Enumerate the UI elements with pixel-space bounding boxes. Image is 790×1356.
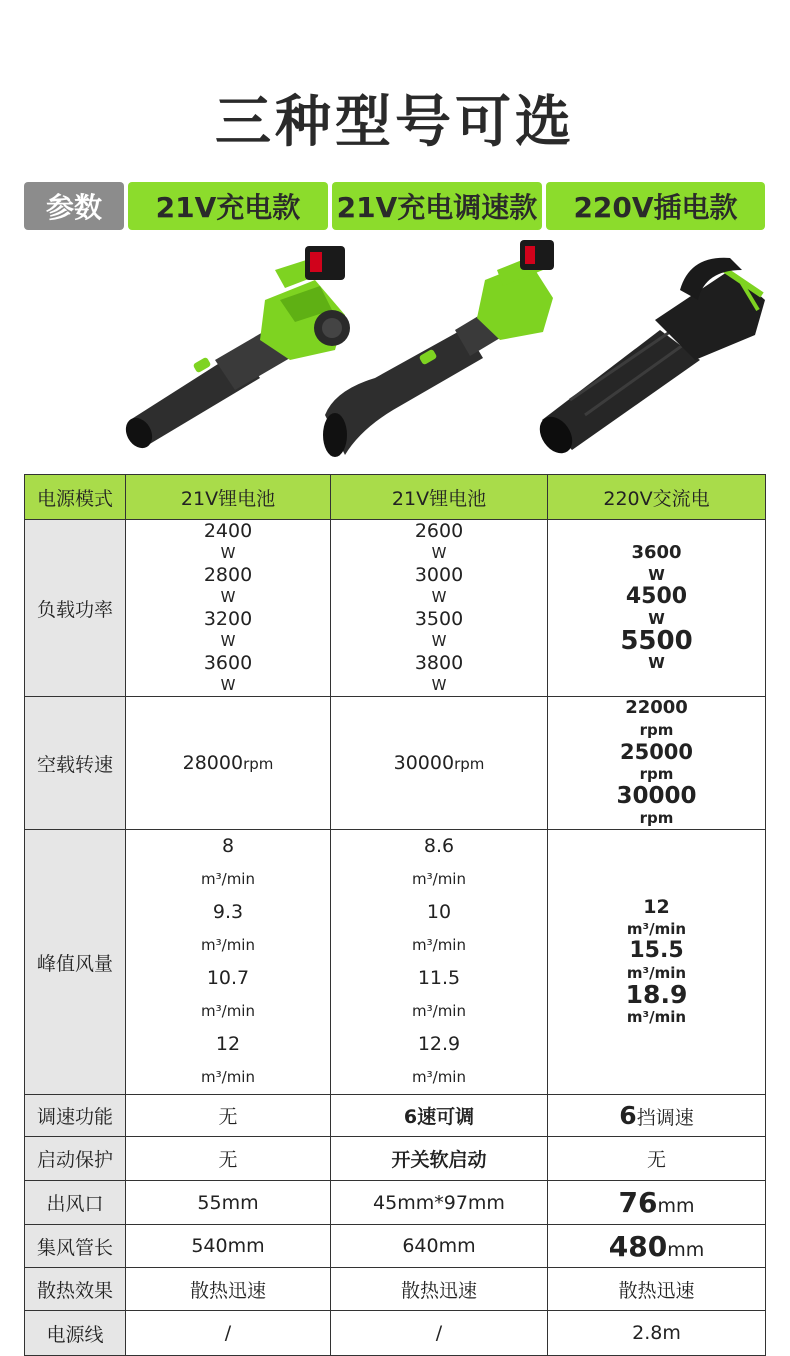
- value-line: [631, 542, 681, 586]
- value-line: [620, 626, 693, 674]
- value-line: [204, 608, 252, 652]
- cell-cooling-2: 散热迅速: [331, 1268, 548, 1311]
- value-number: 15.5: [629, 938, 684, 963]
- value-unit: m³/min: [412, 936, 466, 954]
- value-number: 22000: [625, 697, 688, 718]
- value-line: [620, 741, 693, 785]
- value-line: [415, 564, 463, 608]
- value-unit: m³/min: [201, 936, 255, 954]
- row-label-power-mode: 电源模式: [25, 475, 126, 520]
- product-images: [0, 240, 790, 460]
- value-unit: m³/min: [201, 870, 255, 888]
- value-line: [204, 520, 252, 564]
- cell-outlet-1: 55mm: [126, 1181, 331, 1225]
- cell-start-protect-1: 无: [126, 1137, 331, 1181]
- cell-power-mode-3: 220V交流电: [548, 475, 766, 520]
- value-number: 25000: [619, 740, 694, 764]
- value-unit: m³/min: [201, 1068, 255, 1086]
- value-unit: m³/min: [626, 964, 687, 982]
- value-line: [625, 697, 688, 741]
- value-line: [625, 980, 688, 1028]
- row-label-outlet: 出风口: [25, 1181, 126, 1225]
- row-label-tube-length: 集风管长: [25, 1225, 126, 1268]
- cell-speed-1: 28000rpm: [126, 697, 331, 830]
- value-unit: rpm: [639, 721, 674, 739]
- value-line: [412, 962, 466, 1028]
- value-unit: W: [431, 544, 447, 562]
- value-number: 4500: [625, 584, 688, 609]
- value-line: [201, 896, 255, 962]
- value-unit: W: [220, 632, 236, 650]
- cell-speed-control-2: 6速可调: [331, 1095, 548, 1137]
- cell-load-power-3: [548, 520, 766, 697]
- table-row: [25, 1181, 766, 1225]
- cell-speed-2: 30000rpm: [331, 697, 548, 830]
- cell-load-power-2: [331, 520, 548, 697]
- table-row: [25, 520, 766, 697]
- value-number: 9.3: [212, 901, 244, 923]
- value-number: 3200: [203, 608, 253, 630]
- value-unit: rpm: [639, 809, 674, 827]
- table-row: [25, 1268, 766, 1311]
- value-number: 2600: [414, 520, 464, 542]
- value-number: 3500: [414, 608, 464, 630]
- value-number: 8: [221, 835, 235, 857]
- value-number: 12: [643, 896, 670, 918]
- value-unit: W: [648, 610, 665, 628]
- value-line: [627, 896, 686, 940]
- cell-cord-2: /: [331, 1311, 548, 1356]
- value-number: 8.6: [423, 835, 455, 857]
- cell-cord-3: 2.8m: [548, 1311, 766, 1356]
- cell-airflow-1: [126, 830, 331, 1095]
- value-unit: W: [648, 654, 665, 672]
- param-header: 参数: [24, 182, 124, 230]
- value-unit: m³/min: [201, 1002, 255, 1020]
- cell-load-power-1: [126, 520, 331, 697]
- value-unit: W: [431, 676, 447, 694]
- value-number: 12.9: [417, 1033, 461, 1055]
- cell-airflow-3: [548, 830, 766, 1095]
- row-label-peak-airflow: 峰值风量: [25, 830, 126, 1095]
- value-line: [201, 962, 255, 1028]
- value-line: [616, 785, 696, 829]
- row-label-no-load-speed: 空载转速: [25, 697, 126, 830]
- value-unit: m³/min: [412, 1068, 466, 1086]
- model-header-1: 21V充电款: [128, 182, 328, 230]
- cell-outlet-2: 45mm*97mm: [331, 1181, 548, 1225]
- cell-power-mode-1: 21V锂电池: [126, 475, 331, 520]
- cell-tube-2: 640mm: [331, 1225, 548, 1268]
- cell-speed-3: [548, 697, 766, 830]
- value-unit: W: [220, 676, 236, 694]
- row-label-load-power: 负载功率: [25, 520, 126, 697]
- value-line: [412, 896, 466, 962]
- table-row: [25, 1225, 766, 1268]
- table-row: [25, 475, 766, 520]
- value-line: [412, 830, 466, 896]
- table-row: [25, 830, 766, 1095]
- value-line: [201, 1028, 255, 1094]
- value-unit: m³/min: [412, 870, 466, 888]
- blower-220v-image: [530, 240, 770, 460]
- value-line: [204, 564, 252, 608]
- value-unit: W: [648, 566, 665, 584]
- value-number: 5500: [620, 626, 693, 656]
- value-line: [627, 940, 686, 984]
- value-unit: W: [220, 544, 236, 562]
- table-row: [25, 1311, 766, 1356]
- cell-speed-control-3: 6挡调速: [548, 1095, 766, 1137]
- table-row: [25, 697, 766, 830]
- value-unit: m³/min: [626, 920, 687, 938]
- cell-tube-1: 540mm: [126, 1225, 331, 1268]
- value-number: 3600: [631, 542, 682, 563]
- value-number: 10.7: [206, 967, 250, 989]
- cell-start-protect-2: 开关软启动: [331, 1137, 548, 1181]
- cell-cooling-3: 散热迅速: [548, 1268, 766, 1311]
- row-label-cooling: 散热效果: [25, 1268, 126, 1311]
- row-label-speed-control: 调速功能: [25, 1095, 126, 1137]
- value-number: 18.9: [625, 980, 688, 1009]
- blower-21v-speed-image: [315, 240, 555, 460]
- cell-speed-control-1: 无: [126, 1095, 331, 1137]
- value-number: 2400: [203, 520, 253, 542]
- cell-airflow-2: [331, 830, 548, 1095]
- value-number: 11.5: [417, 967, 461, 989]
- value-number: 10: [426, 901, 452, 923]
- value-line: [412, 1028, 466, 1094]
- page-title: 三种型号可选: [215, 90, 575, 155]
- value-line: [415, 520, 463, 564]
- value-line: [204, 652, 252, 696]
- cell-tube-3: 480mm: [548, 1225, 766, 1268]
- cell-start-protect-3: 无: [548, 1137, 766, 1181]
- value-line: [626, 586, 687, 630]
- value-unit: W: [220, 588, 236, 606]
- value-number: 3800: [414, 652, 464, 674]
- cell-cooling-1: 散热迅速: [126, 1268, 331, 1311]
- cell-cord-1: /: [126, 1311, 331, 1356]
- value-number: 3000: [414, 564, 464, 586]
- cell-power-mode-2: 21V锂电池: [331, 475, 548, 520]
- model-header-2: 21V充电调速款: [332, 182, 542, 230]
- model-header-3: 220V插电款: [546, 182, 765, 230]
- value-number: 3600: [203, 652, 253, 674]
- value-unit: rpm: [639, 765, 674, 783]
- value-number: 2800: [203, 564, 253, 586]
- table-row: [25, 1095, 766, 1137]
- value-unit: W: [431, 632, 447, 650]
- value-line: [415, 652, 463, 696]
- value-line: [415, 608, 463, 652]
- value-unit: m³/min: [626, 1008, 687, 1026]
- table-row: [25, 1137, 766, 1181]
- value-number: 12: [215, 1033, 241, 1055]
- row-label-start-protect: 启动保护: [25, 1137, 126, 1181]
- row-label-power-cord: 电源线: [25, 1311, 126, 1356]
- value-line: [201, 830, 255, 896]
- cell-outlet-3: 76mm: [548, 1181, 766, 1225]
- value-unit: W: [431, 588, 447, 606]
- value-number: 30000: [616, 783, 697, 809]
- spec-table: [24, 474, 766, 1356]
- value-unit: m³/min: [412, 1002, 466, 1020]
